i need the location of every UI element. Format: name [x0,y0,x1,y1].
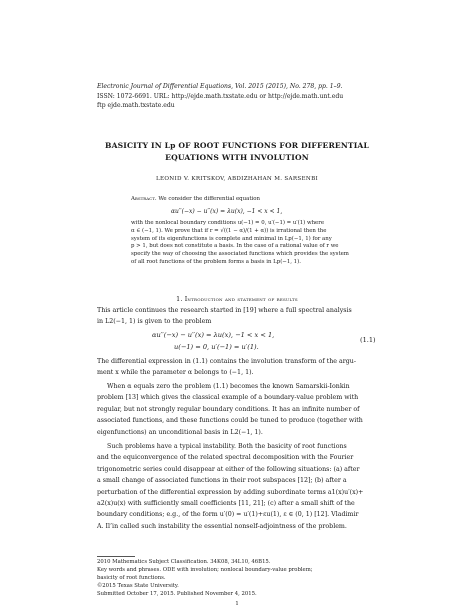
body-line: trigonometric series could disappear at either of the following situations: (a) after [97,465,360,473]
body-line: perturbation of the differential expression by adding subordinate terms a1(x)u′(x)+ [97,488,364,496]
abstract-line-4: system of its eigenfunctions is complete and minimal in Lp(−1, 1) for any [131,235,332,242]
abstract-line-7: of all root functions of the problem forms a basis in Lp(−1, 1). [131,258,301,265]
paper-authors: LEONID V. KRITSKOV, ABDIZHAHAN M. SARSENBI [155,176,318,182]
abstract-line-6: specify the way of choosing the associated functions which provides the system [131,251,349,258]
body-line: A. Il’in called such instability the essential nonself-adjointness of the problem. [97,522,347,530]
body-line: and the equiconvergence of the related spectral decomposition with the Fourier [97,454,354,462]
body-line: boundary conditions; e.g., of the form u′(0) = u′(1)+εu(1), ε ∈ (0, 1) [12]. Vladimir [97,511,359,519]
paper-title-line-2: EQUATIONS WITH INVOLUTION [165,153,309,162]
body-paragraph-3 [97,381,417,438]
body-line: eigenfunctions) an unconditional basis in L2(−1, 1). [97,428,263,436]
abstract-line-2: with the nonlocal boundary conditions u(−1) = 0, u′(−1) = u′(1) where [131,220,325,226]
page-number: 1 [235,601,239,607]
abstract-body [131,220,357,267]
body-paragraph-4 [97,441,417,532]
body-line: The differential expression in (1.1) contains the involution transform of the argu- [97,358,356,365]
footnote-msc: 2010 Mathematics Subject Classification. 34K08, 34L10, 46B15. [97,559,271,565]
abstract-line-5: p > 1, but does not constitute a basis. In the case of a rational value of r we [131,243,339,250]
abstract-equation: αu′′(−x) − u′′(x) = λu(x), −1 < x < 1, [171,208,283,215]
body-line: Such problems have a typical instability. Both the basicity of root functions [107,443,347,450]
paper-title-line-1: BASICITY IN Lp OF ROOT FUNCTIONS FOR DIFFERENTIAL [105,141,369,150]
abstract-label: Abstract. [131,196,157,202]
body-line: problem [13] which gives the classical example of a boundary-value problem with [97,394,359,402]
footnotes [97,559,397,599]
body-line: a2(x)u(x) with sufficiently small coefficients [11, 21]; (c) after a small shift of the [97,500,355,508]
abstract-line-3: α ∈ (−1, 1). We prove that if r = √((1 − α)/(1 + α)) is irrational then the [131,227,327,234]
body-line: This article continues the research started in [19] where a full spectral analysis [97,307,352,314]
body-paragraph-1 [97,305,417,328]
footnote-keywords-cont: basicity of root functions. [97,574,166,581]
footnote-dates: Submitted October 17, 2015. Published November 4, 2015. [97,590,257,597]
body-line: associated functions, and these functions could be tuned to produce (together with [97,417,363,425]
abstract-block [131,196,357,204]
equation-number: (1.1) [360,336,376,344]
body-line: in L2(−1, 1) is given to the problem [97,318,212,326]
journal-header [97,82,397,111]
body-line: a small change of associated functions in their root subspaces [12]; (b) after a [97,477,347,485]
journal-citation: Electronic Journal of Differential Equations, Vol. 2015 (2015), No. 278, pp. 1–9. [97,83,343,90]
body-paragraph-2 [97,356,417,379]
abstract-line-1: We consider the differential equation [158,196,260,202]
section-heading: 1. Introduction and statement of results [176,296,298,303]
body-line: ment x while the parameter α belongs to (−1, 1). [97,369,254,377]
equation-1-1-line-2: u(−1) = 0, u′(−1) = u′(1). [174,343,259,351]
body-line: When α equals zero the problem (1.1) becomes the known Samarskii-Ionkin [107,383,350,390]
footnote-divider [97,556,135,557]
equation-1-1-line-1: αu′′(−x) − u′′(x) = λu(x), −1 < x < 1, [152,331,275,339]
body-line: regular, but not strongly regular boundary conditions. It has an infinite number of [97,405,360,413]
footnote-keywords: Key words and phrases. ODE with involution; nonlocal boundary-value problem; [97,566,313,573]
journal-ftp: ftp ejde.math.txstate.edu [97,102,175,110]
footnote-copyright: ©2015 Texas State University. [97,582,179,589]
journal-issn-url: ISSN: 1072-6691. URL: http://ejde.math.txstate.edu or http://ejde.math.unt.edu [97,92,344,100]
